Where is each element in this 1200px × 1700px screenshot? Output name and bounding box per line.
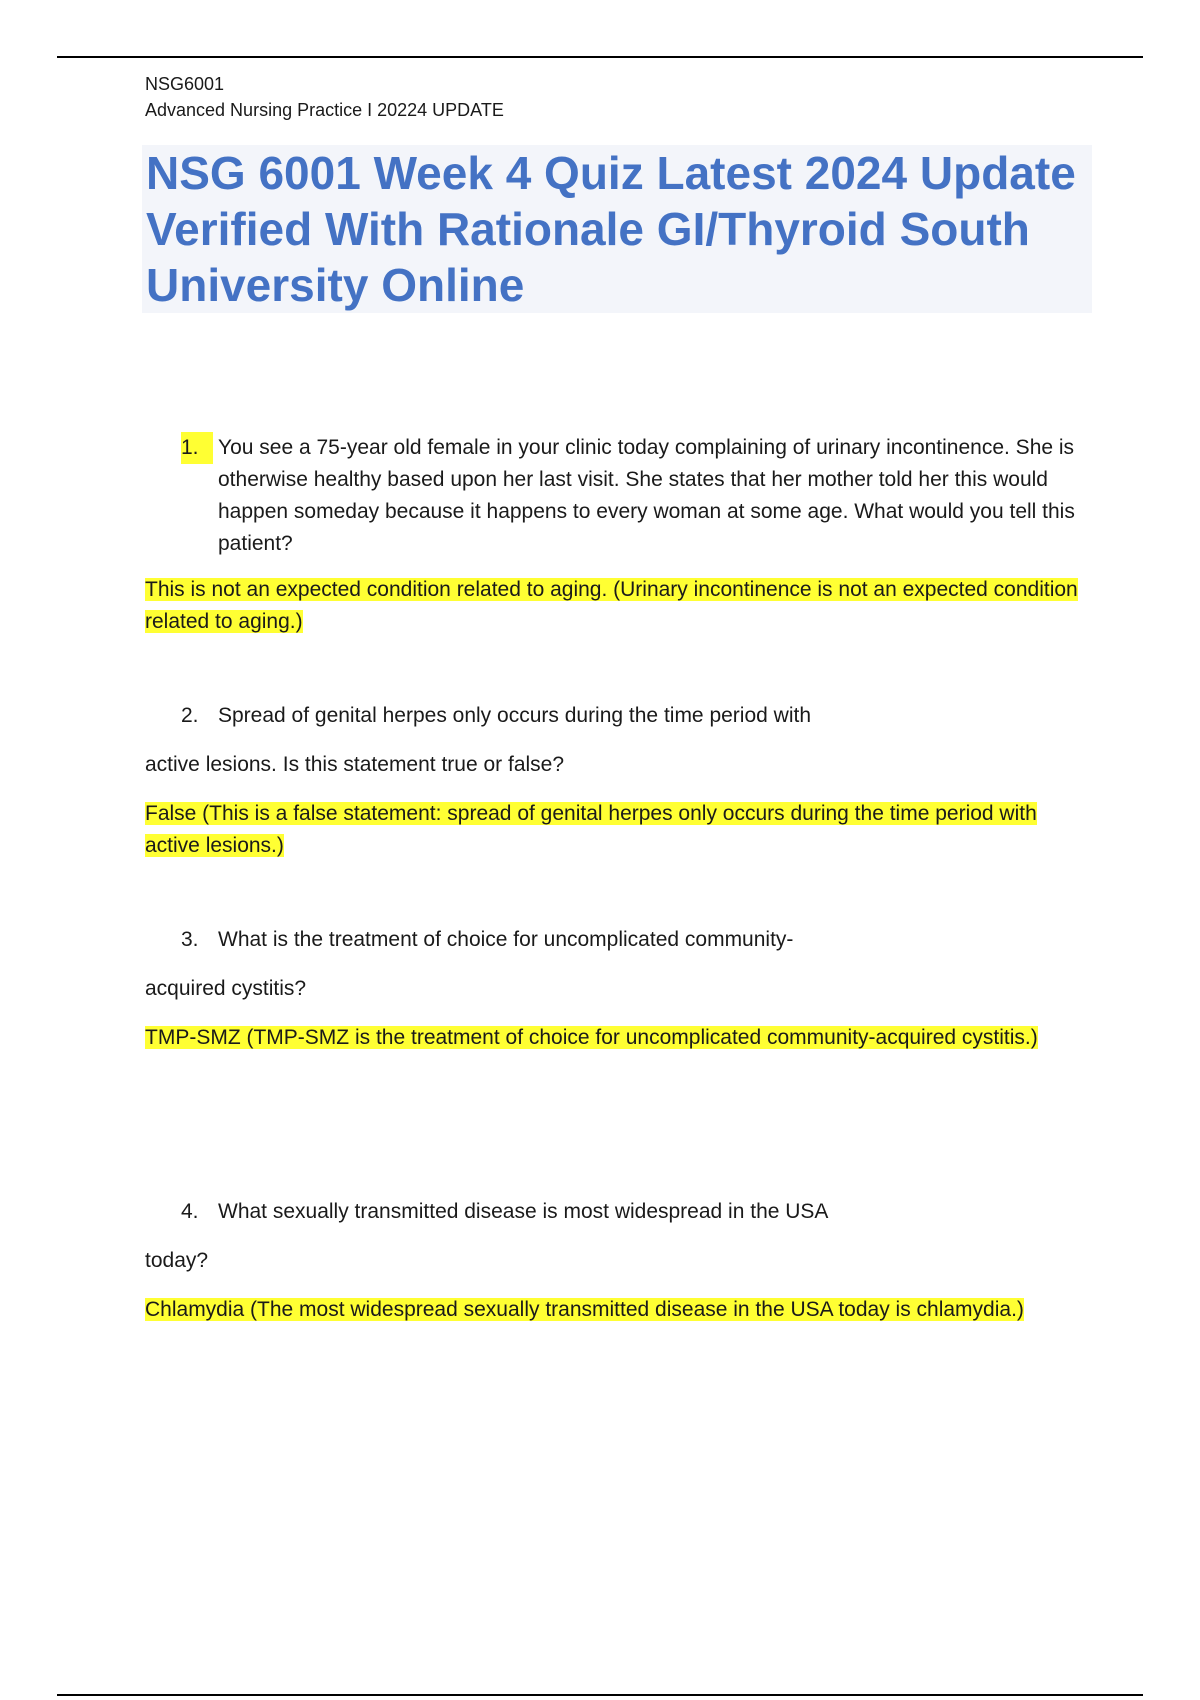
answer-1 <box>145 574 1095 638</box>
top-rule <box>57 56 1143 58</box>
question-3-continuation: acquired cystitis? <box>145 977 307 1000</box>
question-4-text: What sexually transmitted disease is most widespread in the USA <box>218 1200 829 1223</box>
bottom-rule <box>57 1694 1143 1696</box>
course-name: Advanced Nursing Practice I 20224 UPDATE <box>145 100 504 120</box>
course-code: NSG6001 <box>145 74 225 94</box>
answer-4-text: Chlamydia (The most widespread sexually transmitted disease in the USA today is chlamydia.) <box>145 1298 1024 1321</box>
question-1-number: 1. <box>181 432 213 464</box>
answer-4 <box>145 1294 1095 1326</box>
question-4-number: 4. <box>181 1200 199 1223</box>
question-2-continuation: active lesions. Is this statement true or false? <box>145 753 565 776</box>
answer-3-text: TMP-SMZ (TMP-SMZ is the treatment of choice for uncomplicated community-acquired cystitis.) <box>145 1026 1038 1049</box>
answer-1-text: This is not an expected condition related to aging. (Urinary incontinence is not an expected condition related to aging.) <box>145 578 1078 633</box>
question-2-text: Spread of genital herpes only occurs during the time period with <box>218 704 812 727</box>
answer-2 <box>145 798 1095 862</box>
question-3-number: 3. <box>181 928 199 951</box>
question-2-number: 2. <box>181 704 199 727</box>
question-3-text: What is the treatment of choice for uncomplicated community- <box>218 928 794 951</box>
document-title: NSG 6001 Week 4 Quiz Latest 2024 Update Verified With Rationale GI/Thyroid South University Online <box>146 147 1076 311</box>
answer-3 <box>145 1022 1095 1054</box>
question-4-continuation: today? <box>145 1249 209 1272</box>
question-1-text: You see a 75-year old female in your clinic today complaining of urinary incontinence. She is otherwise healthy based upon her last visit. She states that her mother told her this would happen someday because it happens to every woman at some age. What would you tell this patient? <box>218 436 1075 555</box>
answer-2-text: False (This is a false statement: spread of genital herpes only occurs during the time period with active lesions.) <box>145 802 1037 857</box>
